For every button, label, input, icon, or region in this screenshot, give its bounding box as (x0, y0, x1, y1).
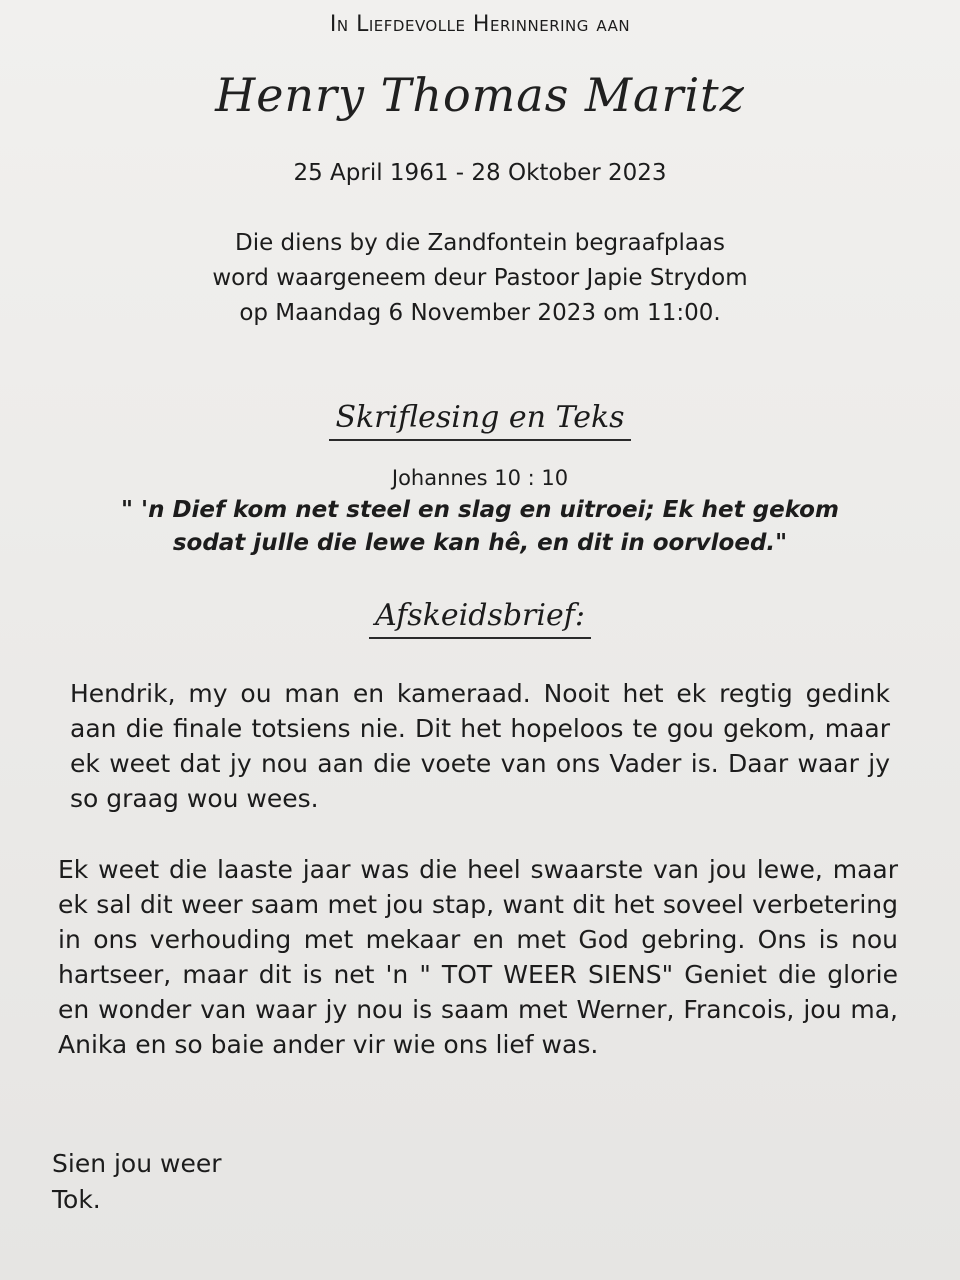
scripture-heading-text: Skriflesing en Teks (329, 400, 630, 441)
scripture-reference: Johannes 10 : 10 (391, 466, 569, 490)
service-line: word waargeneem deur Pastoor Japie Strydom (212, 265, 748, 291)
letter-heading (0, 598, 960, 639)
closing-line: Sien jou weer (52, 1149, 222, 1178)
letter-paragraph-1: Hendrik, my ou man en kameraad. Nooit het ek regtig gedink aan die finale totsiens nie. Dit het hopeloos te gou gekom, maar ek weet dat jy nou aan die voete van ons Vader is. Daar waar jy so graag wou wees. (70, 679, 890, 813)
deceased-name: Henry Thomas Maritz (215, 68, 745, 122)
service-details (0, 226, 960, 331)
letter-closing (52, 1146, 222, 1218)
letter-paragraph-2: Ek weet die laaste jaar was die heel swaarste van jou lewe, maar ek sal dit weer saam met jou stap, want dit het soveel verbetering in ons verhouding met mekaar en met God gebring. Ons is nou hartseer, maar dit is net 'n " TOT WEER SIENS" Geniet die glorie en wonder van waar jy nou is saam met Werner, Francois, jou ma, Anika en so baie ander vir wie ons lief was. (58, 855, 898, 1059)
signature: Tok. (52, 1185, 101, 1214)
life-dates: 25 April 1961 - 28 Oktober 2023 (293, 160, 667, 186)
service-line: op Maandag 6 November 2023 om 11:00. (239, 300, 721, 326)
scripture-heading (0, 400, 960, 441)
service-line: Die diens by die Zandfontein begraafplaas (234, 230, 726, 256)
quote-line: " 'n Dief kom net steel en slag en uitroei; Ek het gekom (121, 497, 839, 523)
scripture-quote (0, 494, 960, 560)
letter-heading-text: Afskeidsbrief: (369, 598, 591, 639)
in-memory-heading: In Liefdevolle Herinnering aan (329, 12, 631, 37)
quote-line: sodat julle die lewe kan hê, en dit in oorvloed." (172, 530, 788, 556)
